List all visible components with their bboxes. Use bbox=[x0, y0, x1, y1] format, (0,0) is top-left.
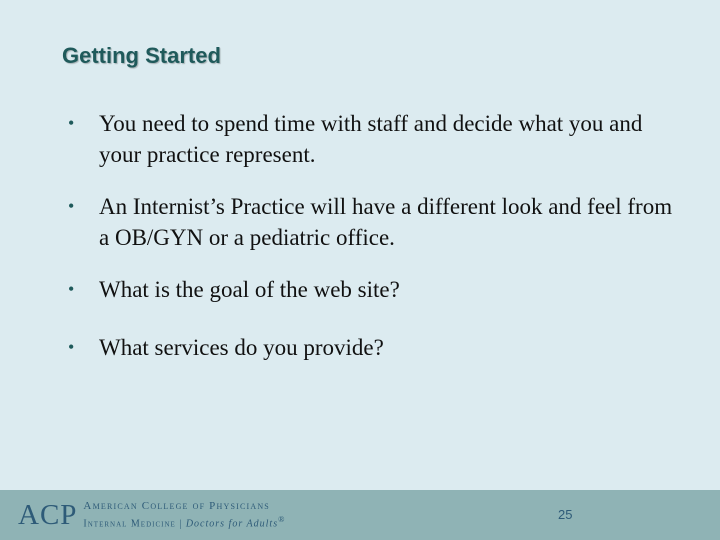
acp-logo bbox=[18, 498, 285, 532]
bullet-icon: • bbox=[68, 113, 75, 133]
logo-text bbox=[83, 500, 285, 530]
bullet-text: You need to spend time with staff and decide what you and your practice represent. bbox=[99, 111, 643, 167]
logo-line-1: American College of Physicians bbox=[83, 499, 270, 512]
bullet-icon: • bbox=[68, 196, 75, 216]
logo-separator: | bbox=[175, 518, 186, 530]
bullet-text: What is the goal of the web site? bbox=[99, 277, 400, 302]
footer-bar bbox=[0, 490, 720, 540]
page-number: 25 bbox=[558, 507, 573, 522]
bullet-text: What services do you provide? bbox=[99, 335, 384, 360]
logo-line-2-left: Internal Medicine bbox=[83, 518, 176, 530]
bullet-icon: • bbox=[68, 279, 75, 299]
bullet-item bbox=[68, 108, 678, 170]
bullet-item bbox=[68, 332, 678, 363]
logo-line-2 bbox=[83, 513, 285, 530]
registered-mark: ® bbox=[278, 514, 286, 524]
slide-title: Getting Started bbox=[62, 43, 221, 68]
bullet-list bbox=[68, 108, 678, 384]
bullet-item bbox=[68, 274, 678, 305]
logo-mark: ACP bbox=[18, 499, 78, 531]
bullet-item bbox=[68, 191, 678, 253]
bullet-text: An Internist’s Practice will have a different look and feel from a OB/GYN or a pediatric office. bbox=[99, 194, 673, 250]
bullet-icon: • bbox=[68, 337, 75, 357]
logo-tagline: Doctors for Adults bbox=[185, 518, 279, 530]
